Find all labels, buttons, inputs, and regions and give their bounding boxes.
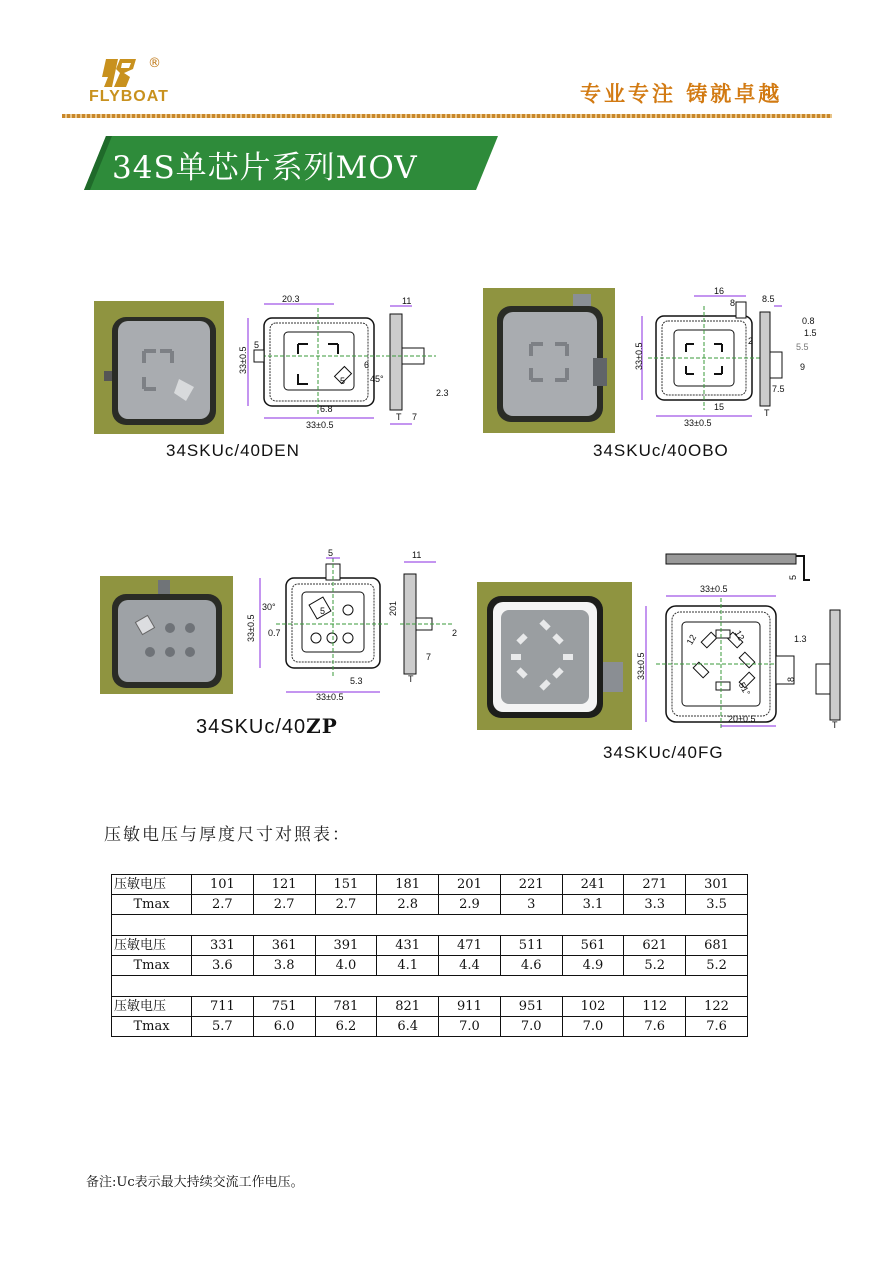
svg-text:5: 5 [254,340,260,350]
table-cell: 4.4 [439,956,501,976]
row-label-tmax: Tmax [112,895,192,915]
product-photo-fg [477,582,632,730]
table-cell: 2.7 [315,895,377,915]
brand-name: FLYBOAT [89,88,169,105]
table-row-voltage [112,997,748,1017]
table-cell: 911 [439,997,501,1017]
table-cell: 391 [315,936,377,956]
svg-text:5: 5 [788,574,798,580]
svg-text:33±0.5: 33±0.5 [634,342,644,370]
table-cell: 2.7 [253,895,315,915]
table-cell: 4.6 [500,956,562,976]
product-model-zp-suffix: ZP [306,714,338,738]
slogan: 专业专注 铸就卓越 [580,82,783,106]
svg-text:15: 15 [714,402,725,412]
table-caption: 压敏电压与厚度尺寸对照表： [104,825,351,845]
svg-text:5: 5 [340,376,346,386]
table-cell: 7.6 [686,1017,748,1037]
svg-text:11: 11 [402,296,412,306]
table-cell: 2.7 [192,895,254,915]
table-cell: 5.7 [192,1017,254,1037]
svg-text:12: 12 [684,632,699,647]
flyboat-logo-icon [100,57,140,89]
row-label-tmax: Tmax [112,1017,192,1037]
svg-text:16: 16 [714,286,725,296]
svg-text:6: 6 [364,360,370,370]
product-photo-zp [100,576,233,694]
svg-text:8: 8 [786,676,796,682]
svg-text:33±0.5: 33±0.5 [316,692,344,702]
table-row-voltage [112,875,748,895]
svg-text:8.5: 8.5 [762,294,775,304]
table-cell: 621 [624,936,686,956]
svg-text:51°: 51° [736,680,753,698]
svg-text:33±0.5: 33±0.5 [238,346,248,374]
table-cell: 781 [315,997,377,1017]
drawing-zp [240,548,470,702]
svg-text:33±0.5: 33±0.5 [636,652,646,680]
table-cell: 4.9 [562,956,624,976]
table-cell: 4.1 [377,956,439,976]
svg-text:7: 7 [426,652,432,662]
product-model-fg: 34SKUc/40FG [603,743,724,762]
table-cell: 7.0 [562,1017,624,1037]
table-cell: 3.5 [686,895,748,915]
svg-text:201: 201 [388,600,398,616]
svg-text:33±0.5: 33±0.5 [700,584,728,594]
product-model-zp-prefix: 34SKUc/40 [196,716,307,738]
svg-text:2.3: 2.3 [436,388,449,398]
table-cell: 151 [315,875,377,895]
drawing-fg [636,548,846,730]
table-spacer-row [112,915,748,936]
svg-text:11: 11 [412,550,422,560]
svg-text:5: 5 [328,548,334,558]
table-cell: 7.0 [439,1017,501,1037]
table-row-tmax [112,956,748,976]
svg-text:T: T [764,408,770,418]
table-cell: 241 [562,875,624,895]
table-cell: 102 [562,997,624,1017]
table-cell: 821 [377,997,439,1017]
product-model-zp [196,714,338,739]
svg-text:33±0.5: 33±0.5 [246,614,256,642]
svg-text:9: 9 [800,362,806,372]
svg-text:1.5: 1.5 [804,328,817,338]
table-row-tmax [112,1017,748,1037]
table-cell: 7.6 [624,1017,686,1037]
header-divider [62,114,832,118]
table-row-voltage [112,936,748,956]
table-cell: 201 [439,875,501,895]
table-cell: 2.8 [377,895,439,915]
table-cell: 431 [377,936,439,956]
product-model-den: 34SKUc/40DEN [166,441,300,460]
table-cell: 271 [624,875,686,895]
svg-text:0.8: 0.8 [802,316,815,326]
table-row-tmax [112,895,748,915]
table-cell: 121 [253,875,315,895]
table-cell: 5.2 [686,956,748,976]
table-cell: 181 [377,875,439,895]
svg-text:5.5: 5.5 [796,342,809,352]
table-cell: 122 [686,997,748,1017]
product-photo-den [94,301,224,434]
table-cell: 751 [253,997,315,1017]
table-cell: 301 [686,875,748,895]
table-cell: 561 [562,936,624,956]
svg-text:45°: 45° [370,374,384,384]
table-cell: 3.3 [624,895,686,915]
table-spacer-row [112,976,748,997]
svg-text:6.8: 6.8 [320,404,333,414]
table-cell: 5.2 [624,956,686,976]
svg-text:1.3: 1.3 [794,634,807,644]
svg-text:T: T [832,720,838,730]
svg-text:33±0.5: 33±0.5 [684,418,712,428]
svg-text:5: 5 [320,606,326,616]
row-label-voltage: 压敏电压 [112,936,192,956]
svg-text:8: 8 [730,298,736,308]
svg-text:20.3: 20.3 [282,294,300,304]
footnote: 备注:Uc表示最大持续交流工作电压。 [86,1175,304,1190]
table-cell: 6.0 [253,1017,315,1037]
row-label-tmax: Tmax [112,956,192,976]
drawing-obo [634,286,834,426]
table-cell: 3 [500,895,562,915]
svg-text:30°: 30° [262,602,276,612]
table-cell: 2.9 [439,895,501,915]
table-cell: 681 [686,936,748,956]
table-cell: 3.6 [192,956,254,976]
table-cell: 361 [253,936,315,956]
row-label-voltage: 压敏电压 [112,875,192,895]
table-cell: 711 [192,997,254,1017]
svg-text:7.5: 7.5 [772,384,785,394]
table-cell: 4.0 [315,956,377,976]
product-model-obo: 34SKUc/40OBO [593,441,729,460]
svg-text:2: 2 [748,336,754,346]
table-cell: 6.2 [315,1017,377,1037]
svg-text:7: 7 [412,412,418,422]
table-cell: 7.0 [500,1017,562,1037]
row-label-voltage: 压敏电压 [112,997,192,1017]
svg-text:5.3: 5.3 [350,676,363,686]
svg-text:0.7: 0.7 [268,628,281,638]
drawing-den [236,296,466,436]
table-cell: 6.4 [377,1017,439,1037]
table-cell: 3.8 [253,956,315,976]
table-cell: 101 [192,875,254,895]
registered-mark: ® [148,56,161,71]
table-cell: 511 [500,936,562,956]
table-cell: 951 [500,997,562,1017]
svg-text:12: 12 [732,628,747,643]
svg-text:T: T [408,674,414,684]
voltage-thickness-table [111,874,748,1037]
banner-title: 34S单芯片系列MOV [112,150,418,186]
table-cell: 3.1 [562,895,624,915]
table-cell: 331 [192,936,254,956]
svg-text:T: T [396,412,402,422]
table-cell: 221 [500,875,562,895]
table-cell: 471 [439,936,501,956]
product-photo-obo [483,288,615,433]
svg-text:33±0.5: 33±0.5 [306,420,334,430]
svg-text:20±0.5: 20±0.5 [728,714,756,724]
svg-text:2: 2 [452,628,458,638]
table-cell: 112 [624,997,686,1017]
